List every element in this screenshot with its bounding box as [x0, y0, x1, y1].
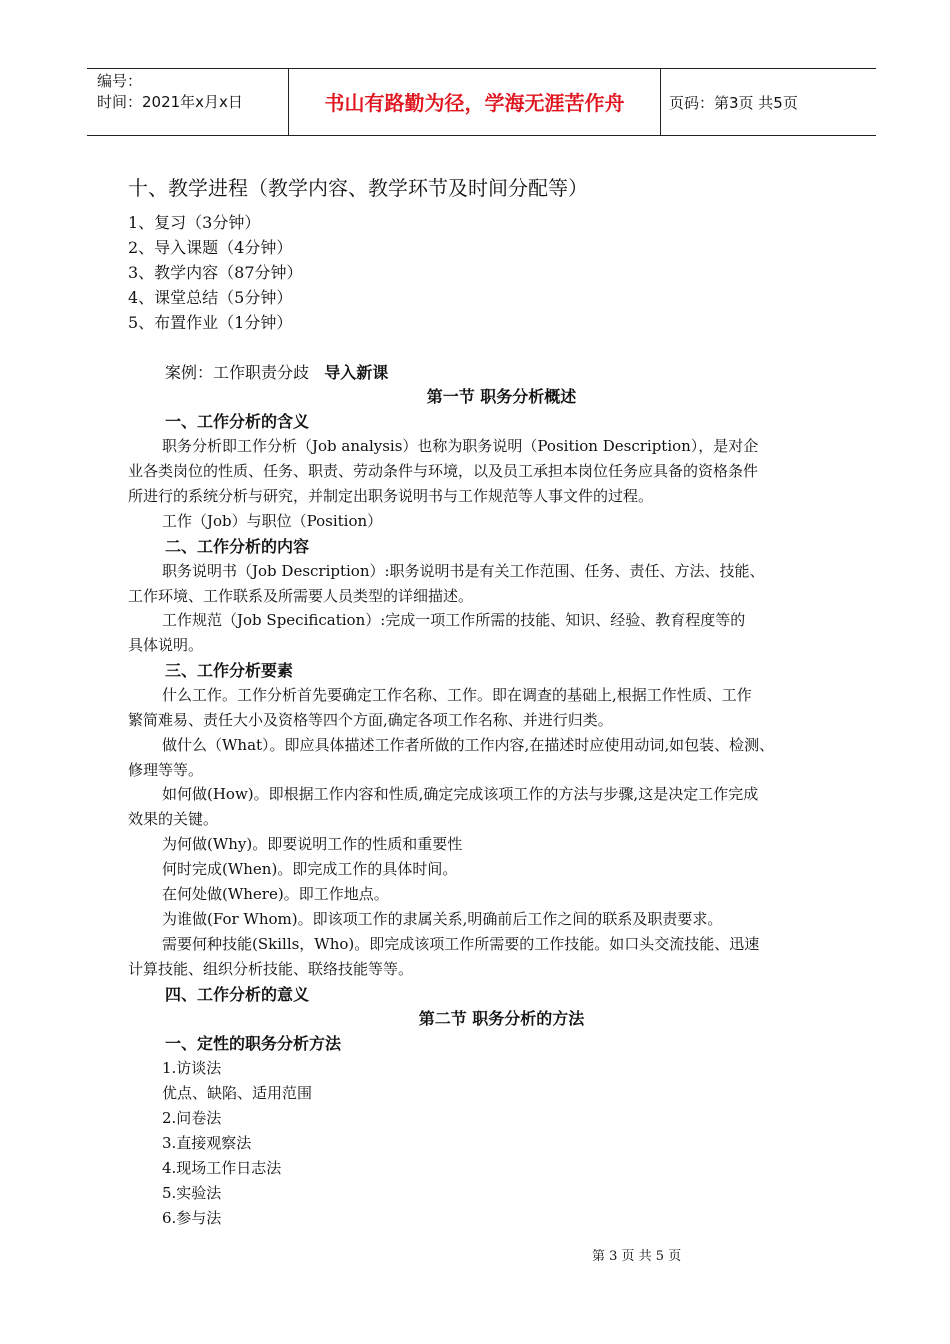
paragraph-line: 何时完成(When)。即完成工作的具体时间。 [162, 860, 458, 878]
method-item: 1.访谈法 [162, 1059, 222, 1077]
part1-title: 第一节 职务分析概述 [426, 387, 577, 406]
paragraph-line: 如何做(How)。即根据工作内容和性质,确定完成该项工作的方法与步骤,这是决定工作完成 [162, 785, 759, 803]
case-label: 案例：工作职责分歧 [165, 363, 310, 382]
paragraph-line: 业各类岗位的性质、任务、职责、劳动条件与环境，以及员工承担本岗位任务应具备的资格条件 [128, 462, 759, 480]
method-item: 5.实验法 [162, 1184, 222, 1202]
paragraph-line: 所进行的系统分析与研究，并制定出职务说明书与工作规范等人事文件的过程。 [128, 487, 654, 505]
paragraph-line: 职务分析即工作分析（Job analysis）也称为职务说明（Position Description），是对企 [162, 437, 759, 455]
schedule-item: 2、导入课题（4分钟） [128, 238, 293, 257]
paragraph-line: 为何做(Why)。即要说明工作的性质和重要性 [162, 835, 463, 853]
schedule-item: 5、布置作业（1分钟） [128, 313, 293, 332]
part1-heading-1: 一、工作分析的含义 [165, 412, 310, 431]
header-meta [87, 69, 288, 135]
part1-heading-4: 四、工作分析的意义 [165, 985, 310, 1004]
method-item: 6.参与法 [162, 1209, 222, 1227]
method-item: 优点、缺陷、适用范围 [162, 1084, 313, 1102]
method-item: 2.问卷法 [162, 1109, 222, 1127]
paragraph-line: 工作规范（Job Specification）:完成一项工作所需的技能、知识、经验、教育程度等的 [162, 611, 746, 629]
part1-heading-2: 二、工作分析的内容 [165, 537, 310, 556]
paragraph-line: 职务说明书（Job Description）:职务说明书是有关工作范围、任务、责任、方法、技能、 [162, 562, 765, 580]
paragraph-line: 效果的关键。 [128, 810, 219, 828]
paragraph-line: 为谁做(For Whom)。即该项工作的隶属关系,明确前后工作之间的联系及职责要求。 [162, 910, 723, 928]
part2-heading-1: 一、定性的职务分析方法 [165, 1034, 342, 1053]
schedule-item: 3、教学内容（87分钟） [128, 263, 303, 282]
paragraph-line: 修理等等。 [128, 761, 204, 779]
case-line [165, 360, 388, 385]
page-header [87, 68, 876, 136]
paragraph-line: 繁简难易、责任大小及资格等四个方面,确定各项工作名称、并进行归类。 [128, 711, 613, 729]
paragraph-line: 在何处做(Where)。即工作地点。 [162, 885, 389, 903]
schedule-item: 1、复习（3分钟） [128, 213, 261, 232]
method-item: 3.直接观察法 [162, 1134, 252, 1152]
section10-title: 十、教学进程（教学内容、教学环节及时间分配等） [128, 176, 588, 200]
paragraph-line: 做什么（What）。即应具体描述工作者所做的工作内容,在描述时应使用动词,如包装、检测、 [162, 736, 775, 754]
paragraph-line: 计算技能、组织分析技能、联络技能等等。 [128, 960, 414, 978]
paragraph-line: 工作（Job）与职位（Position） [162, 512, 383, 530]
paragraph-line: 工作环境、工作联系及所需要人员类型的详细描述。 [128, 587, 474, 605]
paragraph-line: 具体说明。 [128, 636, 204, 654]
time-label: 时间：2021年x月x日 [97, 93, 243, 111]
part2-title: 第二节 职务分析的方法 [418, 1009, 585, 1028]
case-intro: 导入新课 [324, 363, 389, 382]
paragraph-line: 什么工作。工作分析首先要确定工作名称、工作。即在调查的基础上,根据工作性质、工作 [162, 686, 752, 704]
part1-heading-3: 三、工作分析要素 [165, 661, 294, 680]
page-footer: 第 3 页 共 5 页 [592, 1249, 682, 1264]
paragraph-line: 需要何种技能(Skills，Who)。即完成该项工作所需要的工作技能。如口头交流技能、迅速 [162, 935, 760, 953]
number-label: 编号： [97, 72, 143, 90]
method-item: 4.现场工作日志法 [162, 1159, 282, 1177]
header-page-info: 页码：第3页 共5页 [669, 94, 798, 112]
header-motto: 书山有路勤为径，学海无涯苦作舟 [288, 69, 661, 135]
schedule-list [128, 210, 303, 335]
schedule-item: 4、课堂总结（5分钟） [128, 288, 293, 307]
